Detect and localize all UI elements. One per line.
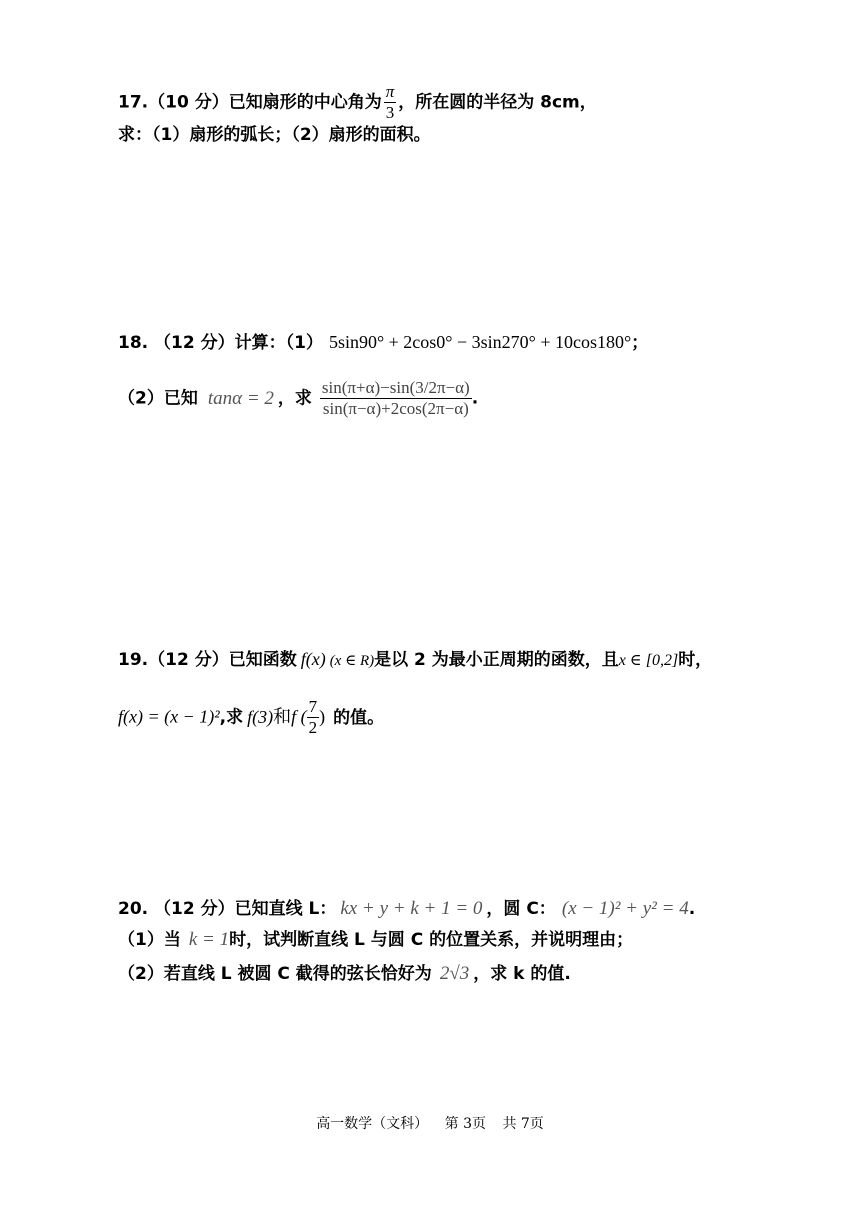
q19-f72-den: 2 xyxy=(308,718,318,737)
q18-tan-expr: tanα = 2 xyxy=(207,387,274,409)
footer-total-pages: 共 7页 xyxy=(502,1116,544,1132)
q19-mid: 是以 2 为最小正周期的函数，且 xyxy=(374,650,619,670)
q17-fraction xyxy=(384,82,397,123)
q18-prefix: 18. （12 分）计算：（1） xyxy=(118,333,323,353)
q19-suffix: 时， xyxy=(678,650,713,670)
q20-line2 xyxy=(118,928,633,952)
page-footer xyxy=(0,1113,860,1133)
footer-page-number: 第 3页 xyxy=(444,1116,486,1132)
footer-subject: 高一数学（文科） xyxy=(316,1116,429,1132)
q19-f3: f(3) xyxy=(247,706,274,727)
q20-suffix: . xyxy=(688,899,696,919)
q20-line-expr: kx + y + k + 1 = 0 xyxy=(340,898,483,919)
q17-frac-num: π xyxy=(385,82,395,101)
q20-prefix: 20. （12 分）已知直线 L： xyxy=(118,899,337,919)
q20-chord-expr: 2√3 xyxy=(439,963,470,984)
q20-line3-prefix: （2）若直线 L 被圆 C 截得的弦长恰好为 xyxy=(118,964,432,984)
q20-circle-expr: (x − 1)² + y² = 4 xyxy=(561,898,689,919)
q19-prefix: 19.（12 分）已知函数 xyxy=(118,650,297,670)
q18-line2-prefix: （2）已知 xyxy=(118,388,198,409)
q19-fx-def: f(x) = (x − 1)² xyxy=(118,706,220,727)
q19-fx: f(x) xyxy=(300,649,326,669)
q20-line3-suffix: ，求 k 的值. xyxy=(473,964,571,984)
q20-line2-prefix: （1）当 xyxy=(118,930,181,950)
q20-mid: ，圆 C： xyxy=(486,899,556,919)
q17-line1 xyxy=(118,82,597,123)
q18-frac-num: sin(π+α)−sin(3/2π−α) xyxy=(321,378,470,397)
q19-domain: (x ∈ R) xyxy=(329,653,375,669)
q19-f72-num: 7 xyxy=(308,697,318,716)
q18-line2-suffix: . xyxy=(471,388,479,409)
q19-f72-fraction xyxy=(307,697,320,738)
q19-interval: x ∈ [0,2] xyxy=(618,652,679,669)
q18-line1 xyxy=(118,330,648,355)
q20-line3 xyxy=(118,962,571,986)
q18-line2 xyxy=(118,378,478,419)
q19-line2 xyxy=(118,697,384,738)
q17-line2: 求：（1）扇形的弧长；（2）扇形的面积。 xyxy=(118,125,431,145)
q19-line2-suffix: 的值。 xyxy=(333,707,385,728)
q19-f72-suffix: ) xyxy=(319,706,326,727)
q17-suffix: ，所在圆的半径为 8cm， xyxy=(398,92,597,113)
q20-line2-suffix: 时，试判断直线 L 与圆 C 的位置关系，并说明理由； xyxy=(229,930,634,950)
q18-fraction xyxy=(320,378,472,419)
q19-f72-prefix: f ( xyxy=(291,706,307,727)
q19-and: 和 xyxy=(273,706,292,727)
q17-frac-den: 3 xyxy=(385,103,395,122)
q20-line1 xyxy=(118,897,695,921)
q18-expr1: 5sin90° + 2cos0° − 3sin270° + 10cos180° xyxy=(328,332,632,352)
q18-suffix: ； xyxy=(631,333,649,353)
q17-prefix: 17.（10 分）已知扇形的中心角为 xyxy=(118,92,382,113)
q20-k-expr: k = 1 xyxy=(188,929,230,950)
q18-line2-mid: ，求 xyxy=(277,388,312,409)
q19-line2-mid: ,求 xyxy=(219,707,244,728)
q19-line1 xyxy=(118,647,712,673)
q18-frac-den: sin(π−α)+2cos(2π−α) xyxy=(322,399,469,418)
